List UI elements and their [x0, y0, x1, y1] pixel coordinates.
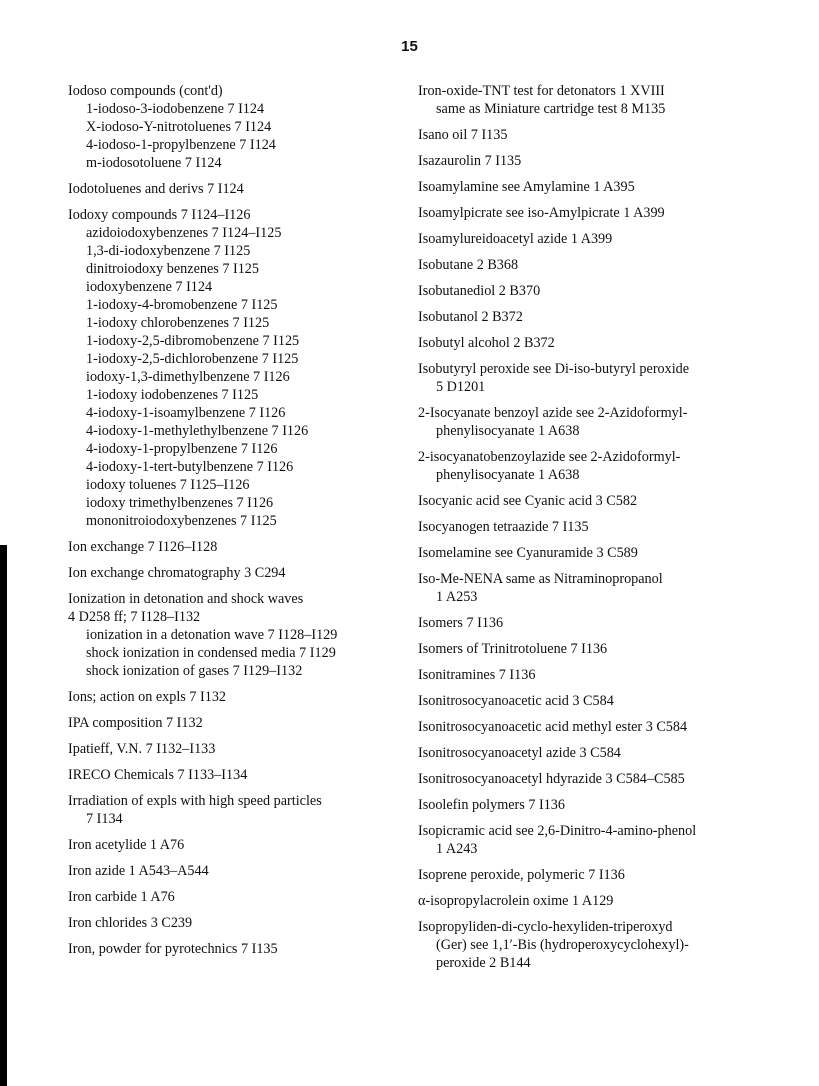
index-entry: [418, 796, 748, 814]
index-entry-heading: Isobutanol 2 B372: [418, 309, 523, 325]
index-subentry: iodoxy-1,3-dimethylbenzene 7 I126: [86, 369, 290, 385]
index-subentry: m-iodosotoluene 7 I124: [86, 155, 222, 171]
index-entry: [418, 152, 748, 170]
index-entry-heading: Isonitrosocyanoacetic acid 3 C584: [418, 693, 614, 709]
index-entry-heading: Iron chlorides 3 C239: [68, 915, 193, 931]
index-subentry: 5 D1201: [436, 379, 486, 395]
index-entry-heading: Isomers of Trinitrotoluene 7 I136: [418, 641, 608, 657]
index-entry-heading: Iron, powder for pyrotechnics 7 I135: [68, 941, 278, 957]
index-entry: [418, 544, 748, 562]
index-entry: [418, 892, 748, 910]
index-entry-heading: Ion exchange chromatography 3 C294: [68, 565, 286, 581]
index-entry-heading: Isobutyl alcohol 2 B372: [418, 335, 555, 351]
index-entry: [418, 256, 748, 274]
index-entry: [418, 866, 748, 884]
index-entry: [418, 308, 748, 326]
index-entry-heading: Isoprene peroxide, polymeric 7 I136: [418, 867, 625, 883]
index-entry-heading: Isobutyryl peroxide see Di-iso-butyryl peroxide: [418, 361, 690, 377]
index-entry: [68, 538, 398, 556]
index-entry: [418, 570, 748, 606]
index-entry-heading: Ion exchange 7 I126–I128: [68, 539, 218, 555]
index-subentry: 1 A243: [436, 841, 478, 857]
index-subentry: same as Miniature cartridge test 8 M135: [436, 101, 666, 117]
index-entry-heading: Isopropyliden-di-cyclo-hexyliden-triperoxyd: [418, 919, 673, 935]
index-entry-heading: Isonitrosocyanoacetyl hdyrazide 3 C584–C585: [418, 771, 685, 787]
index-entry: [418, 448, 748, 484]
index-subentry: 1-iodoxy-4-bromobenzene 7 I125: [86, 297, 278, 313]
index-entry: [418, 230, 748, 248]
index-entry: [418, 666, 748, 684]
index-entry: [418, 640, 748, 658]
index-subentry: 1-iodoxy iodobenzenes 7 I125: [86, 387, 259, 403]
index-entry-heading: Iodoso compounds (cont'd): [68, 83, 223, 99]
index-entry: [418, 334, 748, 352]
index-entry: [418, 282, 748, 300]
index-subentry: 1-iodoxy chlorobenzenes 7 I125: [86, 315, 270, 331]
index-entry: [418, 82, 748, 118]
index-subentry: mononitroiodoxybenzenes 7 I125: [86, 513, 277, 529]
index-subentry: iodoxybenzene 7 I124: [86, 279, 213, 295]
index-subentry: 4-iodoso-1-propylbenzene 7 I124: [86, 137, 276, 153]
index-subentry: azidoiodoxybenzenes 7 I124–I125: [86, 225, 282, 241]
index-entry-heading: Isoolefin polymers 7 I136: [418, 797, 565, 813]
index-entry: [68, 792, 398, 828]
index-subentry: dinitroiodoxy benzenes 7 I125: [86, 261, 259, 277]
index-entry: [68, 564, 398, 582]
index-entry: [68, 688, 398, 706]
index-entry-heading: α-isopropylacrolein oxime 1 A129: [418, 893, 614, 909]
index-entry-heading: Ions; action on expls 7 I132: [68, 689, 227, 705]
index-subentry: iodoxy toluenes 7 I125–I126: [86, 477, 250, 493]
index-entry: [418, 492, 748, 510]
index-entry: [68, 82, 398, 172]
index-entry-heading: Isocyanogen tetraazide 7 I135: [418, 519, 589, 535]
index-entry-heading: Isoamylureidoacetyl azide 1 A399: [418, 231, 613, 247]
index-entry-heading: Iron carbide 1 A76: [68, 889, 175, 905]
index-entry-heading: 4 D258 ff; 7 I128–I132: [68, 609, 201, 625]
index-subentry: 4-iodoxy-1-methylethylbenzene 7 I126: [86, 423, 309, 439]
index-entry-heading: Iron-oxide-TNT test for detonators 1 XVIII: [418, 83, 665, 99]
index-entry: [418, 822, 748, 858]
index-entry: [68, 206, 398, 530]
index-subentry: peroxide 2 B144: [436, 955, 531, 971]
index-entry-heading: Iron acetylide 1 A76: [68, 837, 185, 853]
index-entry-heading: Isonitramines 7 I136: [418, 667, 536, 683]
page-number: 15: [401, 38, 418, 55]
index-entry-heading: Iron azide 1 A543–A544: [68, 863, 209, 879]
index-entry: [418, 718, 748, 736]
index-entry: [68, 766, 398, 784]
index-subentry: 1-iodoso-3-iodobenzene 7 I124: [86, 101, 265, 117]
index-subentry: phenylisocyanate 1 A638: [436, 423, 580, 439]
index-entry-heading: Isomelamine see Cyanuramide 3 C589: [418, 545, 638, 561]
index-subentry: (Ger) see 1,1′-Bis (hydroperoxycyclohexyl)-: [436, 937, 689, 953]
index-entry-heading: Isobutane 2 B368: [418, 257, 519, 273]
index-subentry: 1 A253: [436, 589, 478, 605]
index-entry: [68, 888, 398, 906]
index-entry-heading: Ionization in detonation and shock waves: [68, 591, 304, 607]
index-entry-heading: Iodotoluenes and derivs 7 I124: [68, 181, 244, 197]
index-subentry: ionization in a detonation wave 7 I128–I129: [86, 627, 338, 643]
index-entry-heading: Isomers 7 I136: [418, 615, 504, 631]
index-entry: [418, 918, 748, 972]
index-subentry: 4-iodoxy-1-tert-butylbenzene 7 I126: [86, 459, 294, 475]
index-subentry: iodoxy trimethylbenzenes 7 I126: [86, 495, 274, 511]
index-entry-heading: 2-Isocyanate benzoyl azide see 2-Azidoformyl-: [418, 405, 688, 421]
index-entry: [418, 692, 748, 710]
index-entry: [68, 180, 398, 198]
index-column-right: [418, 82, 748, 980]
index-entry-heading: Isoamylpicrate see iso-Amylpicrate 1 A399: [418, 205, 665, 221]
index-entry: [68, 914, 398, 932]
index-entry: [418, 204, 748, 222]
index-entry-heading: Isopicramic acid see 2,6-Dinitro-4-amino-phenol: [418, 823, 697, 839]
index-entry-heading: IRECO Chemicals 7 I133–I134: [68, 767, 248, 783]
index-entry: [418, 518, 748, 536]
index-entry: [68, 590, 398, 680]
index-subentry: shock ionization in condensed media 7 I129: [86, 645, 336, 661]
index-entry: [68, 940, 398, 958]
index-entry: [418, 360, 748, 396]
index-entry: [418, 126, 748, 144]
index-entry: [418, 614, 748, 632]
index-entry-heading: Isocyanic acid see Cyanic acid 3 C582: [418, 493, 638, 509]
index-entry-heading: Isonitrosocyanoacetic acid methyl ester 3 C584: [418, 719, 688, 735]
index-entry: [68, 740, 398, 758]
index-entry: [418, 770, 748, 788]
index-entry-heading: Iso-Me-NENA same as Nitraminopropanol: [418, 571, 663, 587]
index-entry: [418, 744, 748, 762]
index-subentry: 1-iodoxy-2,5-dibromobenzene 7 I125: [86, 333, 300, 349]
index-entry: [68, 836, 398, 854]
index-entry-heading: Ipatieff, V.N. 7 I132–I133: [68, 741, 216, 757]
binding-edge: [0, 545, 7, 1086]
index-entry: [418, 178, 748, 196]
index-entry-heading: Irradiation of expls with high speed particles: [68, 793, 322, 809]
index-subentry: 1-iodoxy-2,5-dichlorobenzene 7 I125: [86, 351, 299, 367]
index-entry-heading: 2-isocyanatobenzoylazide see 2-Azidoformyl-: [418, 449, 681, 465]
index-column-left: [68, 82, 398, 966]
index-entry-heading: Isonitrosocyanoacetyl azide 3 C584: [418, 745, 621, 761]
index-entry-heading: Isano oil 7 I135: [418, 127, 508, 143]
index-entry-heading: Isazaurolin 7 I135: [418, 153, 522, 169]
index-entry: [418, 404, 748, 440]
index-subentry: 4-iodoxy-1-propylbenzene 7 I126: [86, 441, 278, 457]
index-entry-heading: IPA composition 7 I132: [68, 715, 203, 731]
index-entry-heading: Isoamylamine see Amylamine 1 A395: [418, 179, 635, 195]
index-entry-heading: Isobutanediol 2 B370: [418, 283, 541, 299]
index-subentry: 7 I134: [86, 811, 123, 827]
index-subentry: 1,3-di-iodoxybenzene 7 I125: [86, 243, 251, 259]
index-entry: [68, 714, 398, 732]
index-entry: [68, 862, 398, 880]
index-subentry: 4-iodoxy-1-isoamylbenzene 7 I126: [86, 405, 286, 421]
index-entry-heading: Iodoxy compounds 7 I124–I126: [68, 207, 251, 223]
index-subentry: X-iodoso-Y-nitrotoluenes 7 I124: [86, 119, 272, 135]
index-subentry: phenylisocyanate 1 A638: [436, 467, 580, 483]
index-subentry: shock ionization of gases 7 I129–I132: [86, 663, 303, 679]
